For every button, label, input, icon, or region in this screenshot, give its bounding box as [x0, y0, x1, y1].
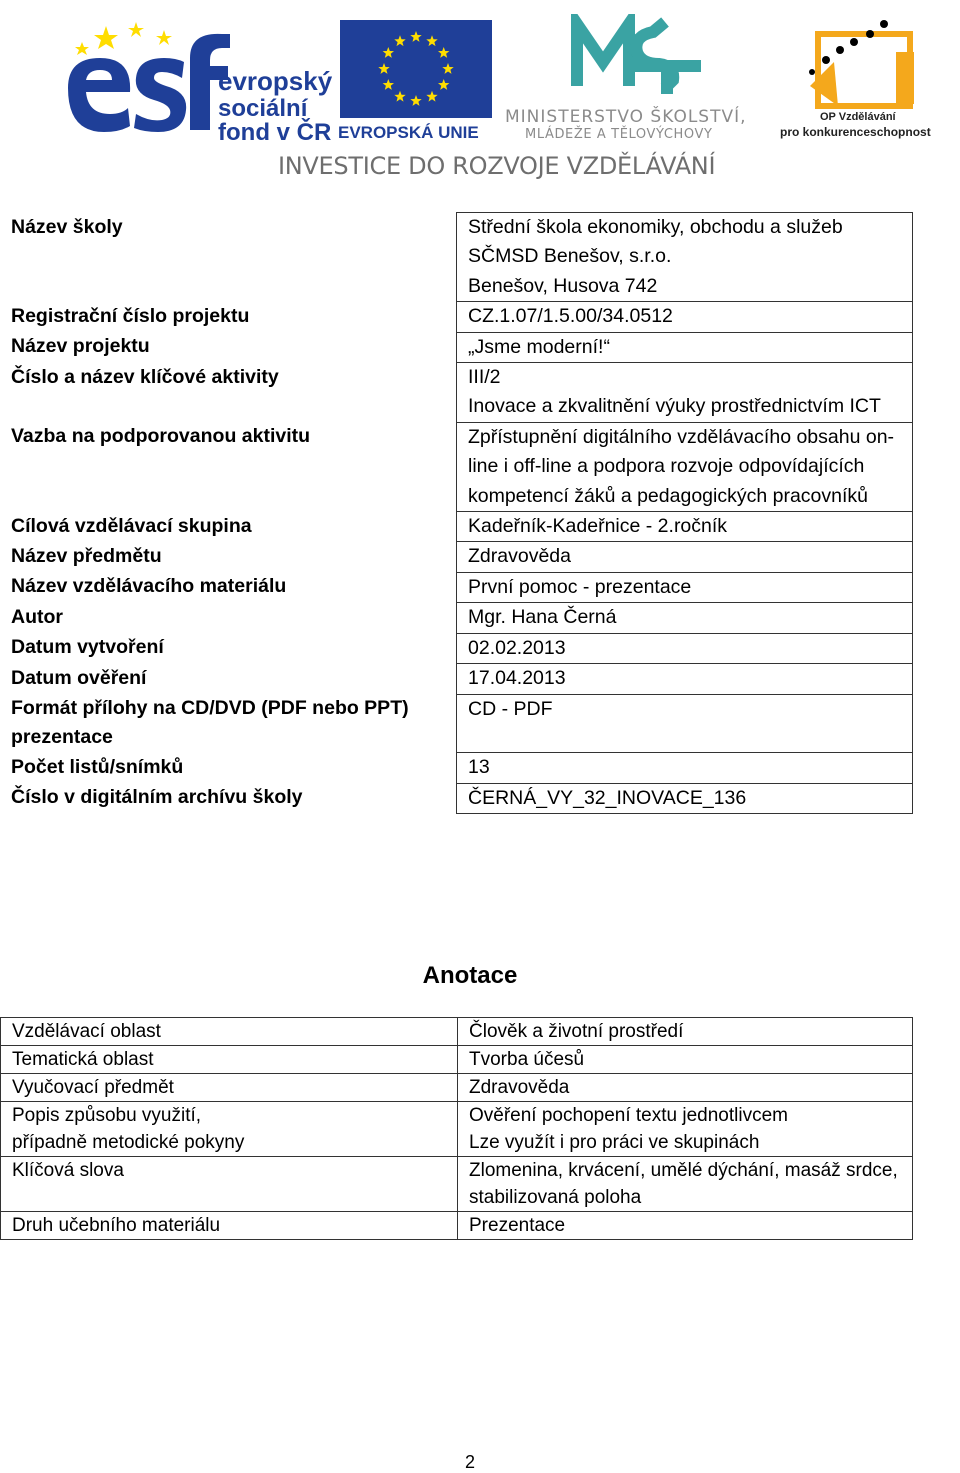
info-row-label: Číslo a název klíčové aktivity [11, 365, 279, 388]
info-row-value: První pomoc - prezentace [457, 572, 913, 602]
annotation-row-value: Člověk a životní prostředí [458, 1018, 913, 1046]
logo-header [0, 0, 960, 195]
info-row [0, 633, 913, 663]
page-number: 2 [464, 1452, 475, 1472]
info-row-label: Název předmětu [11, 544, 162, 567]
annotation-heading: Anotace [422, 962, 518, 989]
info-row [0, 664, 913, 694]
info-row-label: Cílová vzdělávací skupina [11, 514, 252, 537]
annotation-row [1, 1102, 913, 1157]
info-row-label: Název projektu [11, 335, 150, 358]
esf-logo [66, 18, 336, 143]
info-row-value: 17.04.2013 [457, 664, 913, 694]
annotation-row [1, 1074, 913, 1102]
info-row-label: Autor [11, 605, 63, 628]
project-info-table [0, 212, 913, 814]
msmt-line1: MINISTERSTVO ŠKOLSTVÍ, [505, 107, 747, 127]
info-row-value: 13 [457, 753, 913, 783]
info-row [0, 603, 913, 633]
annotation-table [0, 1017, 913, 1240]
info-row [0, 213, 913, 302]
annotation-row-label: Vzdělávací oblast [1, 1018, 458, 1046]
info-row-value: Kadeřník-Kadeřnice - 2.ročník [457, 512, 913, 542]
annotation-row-value: Zlomenina, krvácení, umělé dýchání, masáž srdce, stabilizovaná poloha [458, 1157, 913, 1212]
esf-line3: fond v ČR [218, 119, 332, 143]
info-row [0, 422, 913, 511]
annotation-row [1, 1018, 913, 1046]
op-line1: OP Vzdělávání [820, 111, 896, 123]
annotation-row [1, 1046, 913, 1074]
info-row [0, 363, 913, 423]
info-row-label: Datum ověření [11, 666, 147, 689]
info-row [0, 332, 913, 362]
annotation-row-label: Druh učebního materiálu [1, 1212, 458, 1240]
info-row [0, 694, 913, 753]
eu-flag-logo [338, 20, 496, 142]
info-row [0, 783, 913, 813]
info-row-value: CZ.1.07/1.5.00/34.0512 [457, 302, 913, 332]
info-row [0, 572, 913, 602]
info-row-value: Zdravověda [457, 542, 913, 572]
info-row [0, 512, 913, 542]
eu-label: EVROPSKÁ UNIE [338, 123, 479, 142]
op-logo [778, 14, 954, 142]
esf-line2: sociální [218, 95, 308, 122]
info-row-value: „Jsme moderní!“ [457, 332, 913, 362]
op-line2: pro konkurenceschopnost [780, 125, 931, 139]
info-row-label: Formát přílohy na CD/DVD (PDF nebo PPT) prezentace [11, 697, 409, 749]
msmt-line2: MLÁDEŽE A TĚLOVÝCHOVY [525, 127, 713, 142]
msmt-logo [505, 14, 767, 142]
info-row-label: Název vzdělávacího materiálu [11, 575, 287, 598]
esf-line1: evropský [218, 66, 333, 96]
info-row-value: III/2 Inovace a zkvalitnění výuky prostřednictvím ICT [457, 363, 913, 423]
info-row-value: Mgr. Hana Černá [457, 603, 913, 633]
info-row-value: 02.02.2013 [457, 633, 913, 663]
info-row-value: Střední škola ekonomiky, obchodu a služeb SČMSD Benešov, s.r.o. Benešov, Husova 742 [457, 213, 913, 302]
info-row-value: Zpřístupnění digitálního vzdělávacího obsahu on-line i off-line a podpora rozvoje odpovídajících kompetencí žáků a pedagogických pracovníků [457, 422, 913, 511]
info-row [0, 542, 913, 572]
info-row-label: Datum vytvoření [11, 636, 164, 659]
annotation-row [1, 1157, 913, 1212]
info-row-label: Vazba na podporovanou aktivitu [11, 425, 311, 448]
annotation-row-label: Popis způsobu využití, případně metodické pokyny [1, 1102, 458, 1157]
info-row-label: Číslo v digitálním archívu školy [11, 786, 303, 809]
annotation-row-label: Tematická oblast [1, 1046, 458, 1074]
annotation-row-value: Zdravověda [458, 1074, 913, 1102]
info-row-label: Počet listů/snímků [11, 755, 184, 778]
annotation-row [1, 1212, 913, 1240]
info-row-label: Registrační číslo projektu [11, 304, 250, 327]
info-row-value: ČERNÁ_VY_32_INOVACE_136 [457, 783, 913, 813]
info-row-label: Název školy [11, 215, 123, 238]
info-row [0, 753, 913, 783]
annotation-row-value: Tvorba účesů [458, 1046, 913, 1074]
annotation-row-value: Prezentace [458, 1212, 913, 1240]
annotation-row-label: Vyučovací předmět [1, 1074, 458, 1102]
info-row-value: CD - PDF [457, 694, 913, 753]
annotation-row-value: Ověření pochopení textu jednotlivcem Lze využít i pro práci ve skupinách [458, 1102, 913, 1157]
annotation-row-label: Klíčová slova [1, 1157, 458, 1212]
investice-banner: INVESTICE DO ROZVOJE VZDĚLÁVÁNÍ [278, 152, 716, 180]
info-row [0, 302, 913, 332]
